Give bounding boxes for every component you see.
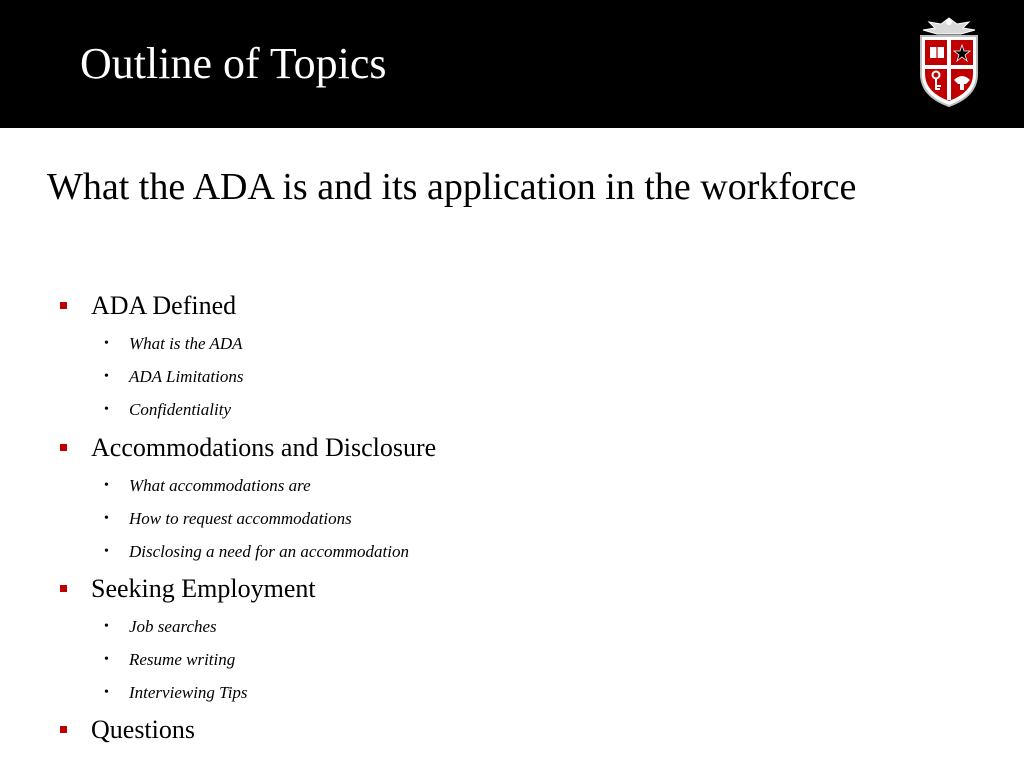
- bullet-icon: •: [104, 685, 109, 700]
- square-bullet-icon: [60, 444, 67, 451]
- topic-accommodations-disclosure: Accommodations and Disclosure: [91, 433, 437, 462]
- square-bullet-icon: [60, 302, 67, 309]
- university-seal-icon: [915, 14, 983, 110]
- subtopic-job-searches: Job searches: [129, 617, 217, 636]
- bullet-icon: •: [104, 336, 109, 351]
- bullet-icon: •: [104, 544, 109, 559]
- subtopic-resume-writing: Resume writing: [129, 650, 236, 669]
- bullet-icon: •: [104, 511, 109, 526]
- square-bullet-icon: [60, 726, 67, 733]
- subtopic-confidentiality: Confidentiality: [129, 400, 231, 419]
- bullet-icon: •: [104, 652, 109, 667]
- topic-questions: Questions: [91, 715, 195, 744]
- subtopic-ada-limitations: ADA Limitations: [129, 367, 244, 386]
- square-bullet-icon: [60, 585, 67, 592]
- topic-seeking-employment: Seeking Employment: [91, 574, 316, 603]
- header-bar: [0, 0, 1024, 128]
- subtopic-request-accommodations: How to request accommodations: [129, 509, 352, 528]
- subtopic-what-accommodations: What accommodations are: [129, 476, 311, 495]
- subtopic-interviewing-tips: Interviewing Tips: [129, 683, 248, 702]
- bullet-icon: •: [104, 619, 109, 634]
- subtopic-what-is-ada: What is the ADA: [129, 334, 243, 353]
- slide-subtitle: What the ADA is and its application in the workforce: [47, 166, 857, 208]
- bullet-icon: •: [104, 402, 109, 417]
- bullet-icon: •: [104, 478, 109, 493]
- subtopic-disclosing-need: Disclosing a need for an accommodation: [129, 542, 409, 561]
- bullet-icon: •: [104, 369, 109, 384]
- topic-ada-defined: ADA Defined: [91, 291, 237, 320]
- slide-title: Outline of Topics: [80, 39, 387, 88]
